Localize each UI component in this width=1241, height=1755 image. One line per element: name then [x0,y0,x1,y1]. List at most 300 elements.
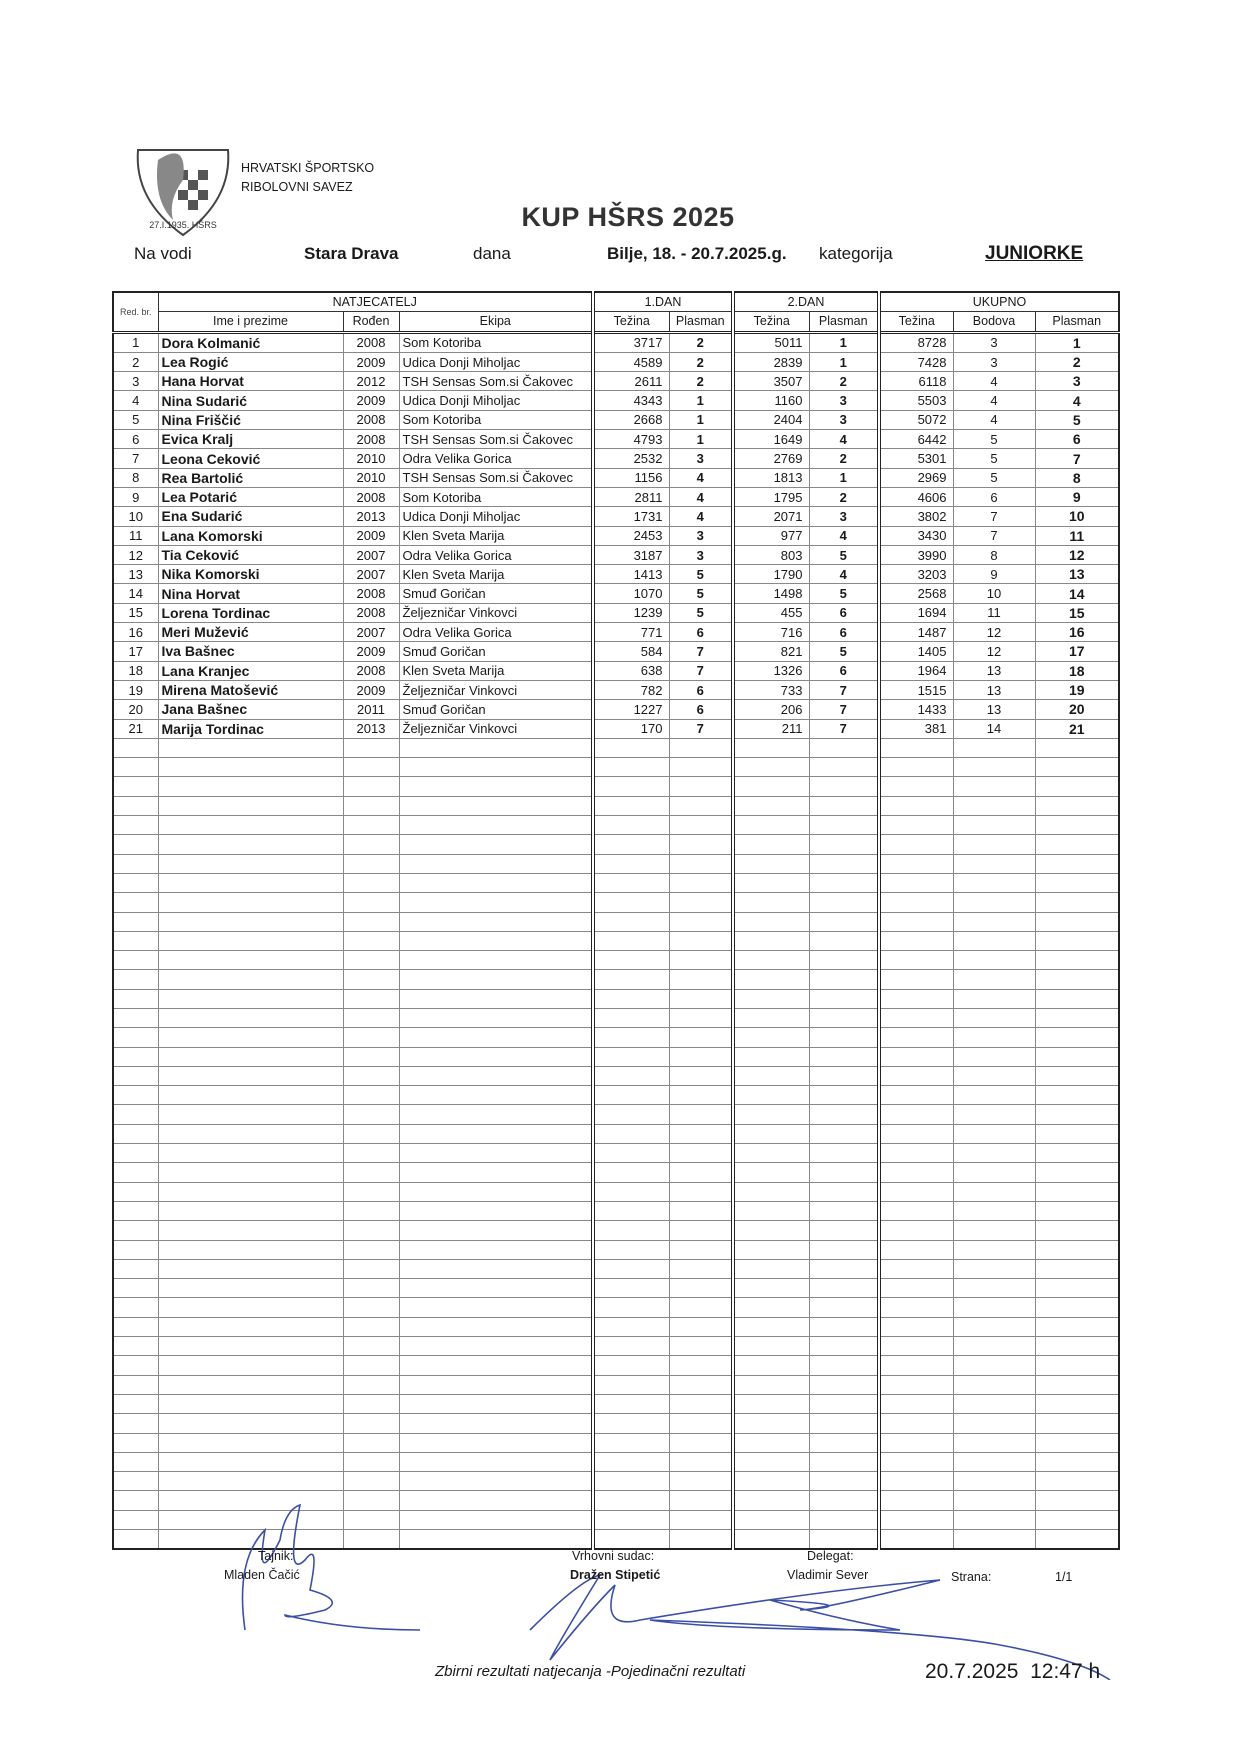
empty-cell [809,1530,879,1550]
empty-row [113,1337,1119,1356]
empty-cell [953,758,1035,777]
competitor-name: Nina Sudarić [158,391,343,410]
empty-cell [593,816,669,835]
empty-cell [733,1452,809,1471]
empty-cell [113,1510,158,1529]
empty-cell [399,1337,593,1356]
competitor-name: Dora Kolmanić [158,332,343,352]
empty-cell [399,1008,593,1027]
weight-day2: 5011 [733,332,809,352]
empty-cell [669,1163,733,1182]
empty-cell [809,1221,879,1240]
empty-cell [879,912,953,931]
empty-cell [809,1337,879,1356]
empty-cell [343,816,399,835]
empty-cell [343,1182,399,1201]
empty-cell [113,1356,158,1375]
empty-cell [399,1105,593,1124]
place-day1: 7 [669,642,733,661]
empty-row [113,1452,1119,1471]
empty-cell [1035,1472,1119,1491]
empty-cell [879,1279,953,1298]
kategorija-label: kategorija [819,244,893,263]
header-red-br: Red. br. [113,292,158,332]
points: 4 [953,410,1035,429]
place-day2: 1 [809,332,879,352]
empty-cell [399,1259,593,1278]
empty-cell [669,912,733,931]
empty-row [113,816,1119,835]
empty-cell [733,816,809,835]
empty-cell [733,1337,809,1356]
team: Smuđ Goričan [399,642,593,661]
empty-cell [113,1279,158,1298]
place-day1: 4 [669,468,733,487]
empty-cell [953,1008,1035,1027]
weight-day2: 2839 [733,352,809,371]
empty-row [113,1259,1119,1278]
points: 3 [953,332,1035,352]
place-day2: 6 [809,623,879,642]
delegat-name: Vladimir Sever [787,1568,869,1582]
competitor-name: Nika Komorski [158,565,343,584]
birth-year: 2010 [343,468,399,487]
place-day1: 1 [669,430,733,449]
points: 8 [953,545,1035,564]
empty-cell [669,1028,733,1047]
empty-cell [593,1279,669,1298]
competitor-name: Lorena Tordinac [158,603,343,622]
empty-cell [733,854,809,873]
empty-cell [593,931,669,950]
team: Željezničar Vinkovci [399,603,593,622]
place-total: 1 [1035,332,1119,352]
place-day1: 4 [669,487,733,506]
empty-cell [1035,835,1119,854]
birth-year: 2012 [343,372,399,391]
row-number: 17 [113,642,158,661]
empty-cell [158,738,343,757]
place-total: 8 [1035,468,1119,487]
empty-cell [343,970,399,989]
place-day1: 3 [669,449,733,468]
place-total: 7 [1035,449,1119,468]
empty-cell [879,1124,953,1143]
empty-cell [669,1124,733,1143]
weight-total: 3430 [879,526,953,545]
empty-row [113,1163,1119,1182]
empty-cell [343,1433,399,1452]
row-number: 4 [113,391,158,410]
empty-cell [343,893,399,912]
empty-row [113,873,1119,892]
empty-cell [953,1510,1035,1529]
place-day2: 3 [809,507,879,526]
empty-cell [158,1279,343,1298]
place-day1: 3 [669,526,733,545]
empty-cell [809,1105,879,1124]
empty-cell [809,1317,879,1336]
empty-cell [1035,1452,1119,1471]
empty-cell [953,1086,1035,1105]
birth-year: 2013 [343,507,399,526]
competitor-name: Lea Rogić [158,352,343,371]
empty-cell [809,816,879,835]
empty-cell [669,1337,733,1356]
empty-cell [809,1163,879,1182]
weight-total: 5301 [879,449,953,468]
empty-row [113,777,1119,796]
empty-cell [879,1433,953,1452]
empty-cell [399,758,593,777]
empty-cell [158,1433,343,1452]
empty-cell [1035,1028,1119,1047]
place-total: 14 [1035,584,1119,603]
empty-cell [113,1259,158,1278]
empty-cell [593,777,669,796]
empty-cell [879,1510,953,1529]
table-row [113,719,1119,738]
table-row [113,372,1119,391]
empty-cell [113,1047,158,1066]
empty-cell [809,1356,879,1375]
empty-cell [399,1491,593,1510]
empty-cell [1035,738,1119,757]
empty-cell [399,1182,593,1201]
team: Udica Donji Miholjac [399,391,593,410]
empty-cell [953,1337,1035,1356]
empty-cell [669,1356,733,1375]
points: 10 [953,584,1035,603]
team: Som Kotoriba [399,410,593,429]
empty-cell [809,1047,879,1066]
empty-cell [158,931,343,950]
empty-row [113,1356,1119,1375]
empty-cell [953,738,1035,757]
empty-cell [879,1394,953,1413]
empty-cell [733,1510,809,1529]
empty-cell [879,758,953,777]
competitor-name: Nina Friščić [158,410,343,429]
empty-cell [809,1375,879,1394]
place-day2: 2 [809,487,879,506]
empty-row [113,854,1119,873]
empty-cell [593,1356,669,1375]
col-ime: Ime i prezime [158,312,343,332]
place-day2: 5 [809,642,879,661]
empty-cell [113,893,158,912]
empty-cell [113,1414,158,1433]
birth-year: 2009 [343,391,399,410]
competitor-name: Evica Kralj [158,430,343,449]
empty-cell [809,1433,879,1452]
empty-cell [733,1530,809,1550]
table-row [113,642,1119,661]
empty-row [113,1047,1119,1066]
empty-cell [158,912,343,931]
empty-cell [879,1240,953,1259]
points: 13 [953,680,1035,699]
empty-cell [158,777,343,796]
birth-year: 2009 [343,526,399,545]
empty-cell [113,951,158,970]
empty-cell [879,777,953,796]
empty-cell [1035,1317,1119,1336]
row-number: 15 [113,603,158,622]
col-plasman-dan1: Plasman [669,312,733,332]
empty-cell [158,1356,343,1375]
empty-cell [343,989,399,1008]
empty-cell [343,1279,399,1298]
empty-cell [733,912,809,931]
table-row [113,410,1119,429]
weight-day1: 4343 [593,391,669,410]
competitor-name: Meri Mužević [158,623,343,642]
empty-cell [399,951,593,970]
empty-cell [343,796,399,815]
empty-row [113,1144,1119,1163]
empty-cell [669,931,733,950]
weight-day2: 977 [733,526,809,545]
place-day1: 1 [669,391,733,410]
weight-total: 8728 [879,332,953,352]
weight-day1: 1239 [593,603,669,622]
weight-day2: 2071 [733,507,809,526]
points: 9 [953,565,1035,584]
empty-cell [593,1008,669,1027]
competitor-name: Leona Ceković [158,449,343,468]
points: 7 [953,507,1035,526]
empty-cell [593,1163,669,1182]
empty-cell [593,1433,669,1452]
empty-cell [1035,1279,1119,1298]
weight-day2: 803 [733,545,809,564]
birth-year: 2009 [343,352,399,371]
empty-cell [953,893,1035,912]
empty-cell [953,1201,1035,1220]
empty-cell [669,738,733,757]
strana-value: 1/1 [1055,1570,1073,1584]
weight-day2: 1795 [733,487,809,506]
birth-year: 2008 [343,603,399,622]
empty-cell [953,912,1035,931]
empty-cell [809,1240,879,1259]
empty-cell [1035,1163,1119,1182]
org-name-line2: RIBOLOVNI SAVEZ [241,180,353,194]
col-plasman-ukupno: Plasman [1035,312,1119,332]
empty-cell [733,835,809,854]
empty-cell [399,1317,593,1336]
row-number: 1 [113,332,158,352]
empty-cell [733,1491,809,1510]
row-number: 13 [113,565,158,584]
empty-cell [809,835,879,854]
empty-cell [399,1279,593,1298]
empty-cell [1035,1337,1119,1356]
empty-cell [809,1066,879,1085]
empty-cell [1035,1394,1119,1413]
points: 4 [953,372,1035,391]
empty-cell [158,1337,343,1356]
empty-cell [809,1452,879,1471]
empty-cell [733,1163,809,1182]
empty-cell [879,1356,953,1375]
row-number: 10 [113,507,158,526]
row-number: 5 [113,410,158,429]
place-day2: 1 [809,352,879,371]
empty-cell [399,1452,593,1471]
empty-cell [953,970,1035,989]
points: 12 [953,642,1035,661]
table-row [113,430,1119,449]
empty-cell [809,1510,879,1529]
empty-cell [1035,1298,1119,1317]
empty-cell [113,777,158,796]
empty-cell [809,1086,879,1105]
empty-cell [879,835,953,854]
team: Odra Velika Gorica [399,545,593,564]
empty-cell [399,970,593,989]
empty-cell [1035,873,1119,892]
table-row [113,332,1119,352]
empty-cell [343,777,399,796]
empty-cell [953,951,1035,970]
empty-cell [593,1510,669,1529]
empty-cell [158,1086,343,1105]
empty-cell [669,1491,733,1510]
empty-cell [593,1182,669,1201]
empty-cell [809,758,879,777]
empty-cell [399,1356,593,1375]
birth-year: 2007 [343,545,399,564]
competitor-name: Iva Bašnec [158,642,343,661]
printed-at: 20.7.2025 12:47 h [925,1660,1101,1683]
tajnik-name: Mladen Čačić [224,1568,300,1582]
weight-day2: 1160 [733,391,809,410]
empty-cell [953,1163,1035,1182]
birth-year: 2008 [343,410,399,429]
row-number: 3 [113,372,158,391]
weight-day2: 2769 [733,449,809,468]
empty-cell [879,738,953,757]
na-vodi-value: Stara Drava [304,244,399,263]
empty-cell [669,1414,733,1433]
empty-cell [593,989,669,1008]
empty-cell [669,1472,733,1491]
empty-cell [733,1394,809,1413]
empty-cell [733,873,809,892]
empty-row [113,912,1119,931]
empty-row [113,1008,1119,1027]
empty-cell [809,1472,879,1491]
empty-cell [399,1163,593,1182]
place-total: 2 [1035,352,1119,371]
empty-cell [879,989,953,1008]
empty-cell [113,912,158,931]
empty-cell [669,1008,733,1027]
weight-day2: 716 [733,623,809,642]
empty-cell [399,1221,593,1240]
empty-cell [953,1356,1035,1375]
points: 5 [953,430,1035,449]
empty-cell [953,1240,1035,1259]
empty-cell [669,989,733,1008]
empty-cell [158,1144,343,1163]
empty-cell [1035,1530,1119,1550]
weight-day1: 1413 [593,565,669,584]
empty-cell [733,796,809,815]
empty-cell [953,1472,1035,1491]
document-title: KUP HŠRS 2025 [521,202,735,232]
place-total: 17 [1035,642,1119,661]
points: 3 [953,352,1035,371]
empty-cell [593,796,669,815]
empty-cell [733,1182,809,1201]
table-row [113,603,1119,622]
empty-cell [733,931,809,950]
empty-cell [158,1298,343,1317]
empty-row [113,1221,1119,1240]
empty-cell [399,1510,593,1529]
empty-cell [879,1317,953,1336]
place-day2: 3 [809,410,879,429]
empty-cell [809,796,879,815]
empty-cell [399,1298,593,1317]
birth-year: 2008 [343,661,399,680]
empty-cell [879,1259,953,1278]
competitor-name: Nina Horvat [158,584,343,603]
empty-cell [809,1201,879,1220]
empty-cell [343,912,399,931]
empty-cell [593,1105,669,1124]
empty-row [113,835,1119,854]
empty-cell [113,1472,158,1491]
empty-cell [158,970,343,989]
row-number: 2 [113,352,158,371]
birth-year: 2008 [343,430,399,449]
empty-row [113,1086,1119,1105]
empty-cell [113,1008,158,1027]
empty-cell [879,1028,953,1047]
place-total: 20 [1035,700,1119,719]
empty-cell [399,1394,593,1413]
empty-cell [343,931,399,950]
empty-cell [669,854,733,873]
weight-total: 2568 [879,584,953,603]
empty-cell [113,1201,158,1220]
empty-cell [1035,796,1119,815]
empty-cell [733,777,809,796]
empty-cell [1035,854,1119,873]
empty-cell [669,1105,733,1124]
place-day1: 3 [669,545,733,564]
empty-cell [593,835,669,854]
empty-cell [593,912,669,931]
weight-total: 381 [879,719,953,738]
empty-cell [343,1163,399,1182]
place-day1: 1 [669,410,733,429]
weight-day2: 1326 [733,661,809,680]
empty-cell [158,951,343,970]
row-number: 20 [113,700,158,719]
empty-cell [1035,931,1119,950]
empty-cell [953,1433,1035,1452]
weight-total: 5503 [879,391,953,410]
empty-cell [158,854,343,873]
table-row [113,468,1119,487]
competitor-name: Tia Ceković [158,545,343,564]
empty-cell [953,1491,1035,1510]
